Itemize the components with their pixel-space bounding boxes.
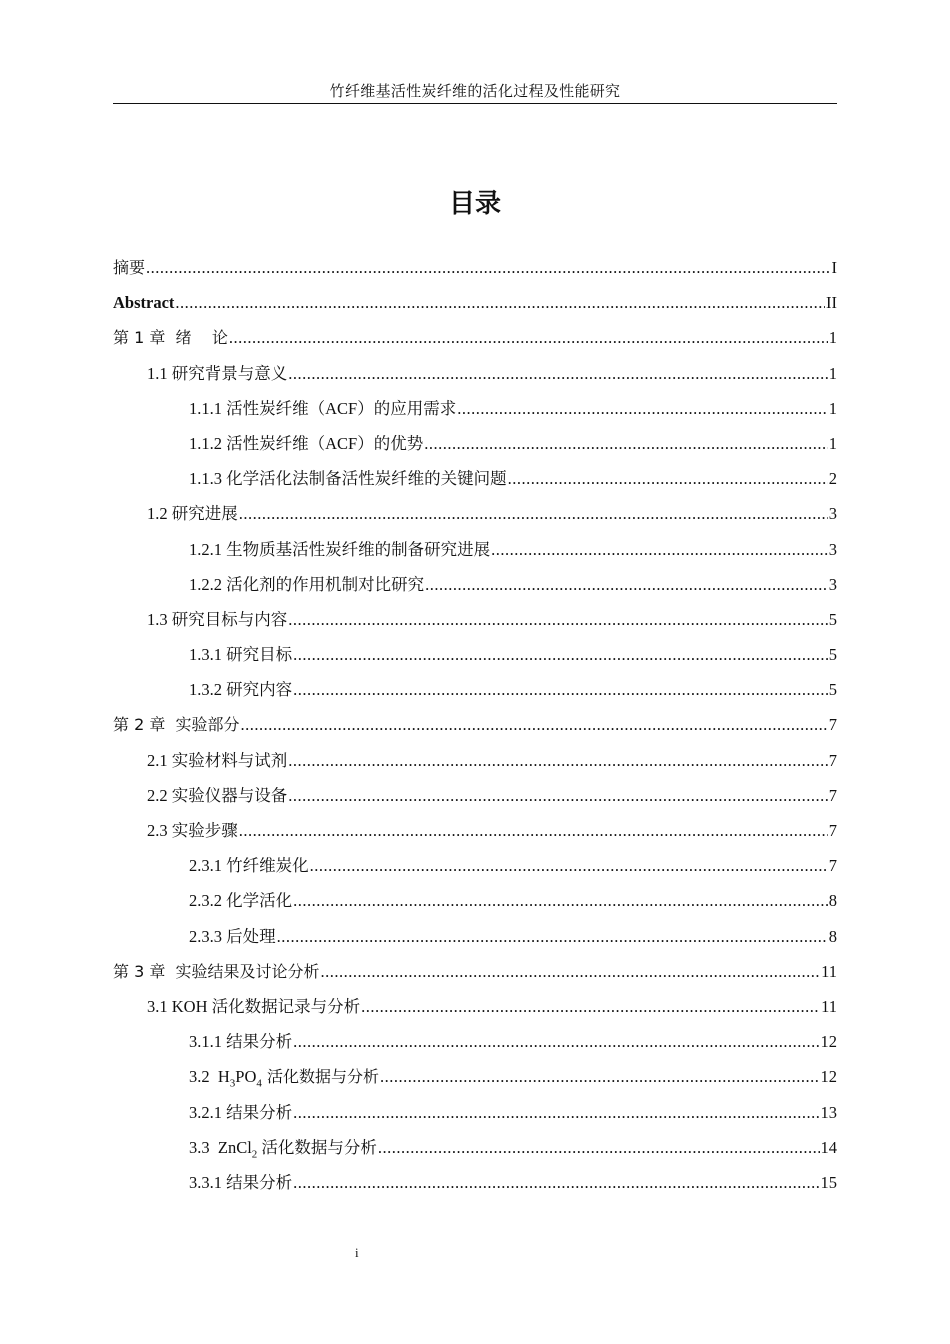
toc-entry[interactable] [113,637,837,672]
toc-entry[interactable] [113,672,837,707]
toc-entry-label: 1.3.1 研究目标 [189,645,293,665]
toc-entry[interactable] [113,391,837,426]
toc-entry[interactable] [113,602,837,637]
toc-entry-page: 7 [828,715,837,735]
toc-entry[interactable] [113,461,837,496]
toc-entry[interactable] [113,1165,837,1200]
toc-entry[interactable] [113,250,837,285]
toc-entry-page: 13 [820,1102,837,1122]
toc-entry-label: 3.2.1 结果分析 [189,1102,293,1122]
toc-entry-page: 1 [828,398,837,418]
toc-entry-page: 11 [821,961,837,981]
toc-title: 目录 [448,189,501,219]
toc-entry-page: 11 [821,996,837,1016]
toc-entry-page: 7 [828,856,837,876]
toc-leader-dots [293,672,828,707]
toc-entry-label: 摘要 [113,258,146,277]
toc-entry-page: 7 [828,785,837,805]
toc-entry[interactable] [113,1095,837,1130]
toc-leader-dots [175,285,825,320]
toc-entry-page: 12 [820,1067,837,1087]
toc-entry[interactable] [113,320,837,355]
toc-entry[interactable] [113,426,837,461]
toc-entry[interactable] [113,532,837,567]
toc-entry-page: 5 [828,680,837,700]
toc-entry-page: 3 [828,574,837,594]
toc-entry-page: 14 [820,1137,837,1157]
toc-entry[interactable] [113,883,837,918]
toc-entry-label [189,1130,377,1165]
toc-entry-label [189,1059,379,1094]
toc-entry-label: 第 2 章 实验部分 [113,715,240,735]
toc-entry-label: 1.3 研究目标与内容 [147,609,288,629]
toc-entry-label: 2.1 实验材料与试剂 [147,750,288,770]
toc-entry-page: 8 [828,926,837,946]
toc-leader-dots [288,356,828,391]
toc-entry[interactable] [113,778,837,813]
toc-leader-dots [239,813,828,848]
toc-entry-label: 1.2.2 活化剂的作用机制对比研究 [189,574,425,594]
toc-leader-dots [380,1059,820,1094]
toc-entry-page: 12 [820,1032,837,1052]
header-divider [113,103,837,104]
page-number: i [355,1245,359,1260]
toc-entry-page: 8 [828,891,837,911]
formula-mid: PO [235,1067,257,1087]
toc-entry-label: 3.3.1 结果分析 [189,1172,293,1192]
toc-leader-dots [457,391,828,426]
toc-leader-dots [293,1095,819,1130]
toc-entry-label: Abstract [113,293,175,313]
toc-entry-page: 1 [828,328,837,348]
toc-entry-page: 3 [828,504,837,524]
toc-leader-dots [424,426,828,461]
toc-entry-label: 2.3 实验步骤 [147,821,238,840]
toc-entry[interactable] [113,848,837,883]
toc-leader-dots [293,1165,819,1200]
running-header: 竹纤维基活性炭纤维的活化过程及性能研究 [329,84,621,100]
toc-entry[interactable] [113,813,837,848]
toc-entry-label: 2.3.2 化学活化 [189,891,293,911]
toc-entry[interactable] [113,954,837,989]
toc-entry[interactable] [113,1130,837,1165]
toc-entry-page: 5 [828,645,837,665]
toc-entry[interactable] [113,1059,837,1094]
toc-leader-dots [277,919,828,954]
toc-entry-label: 1.1 研究背景与意义 [147,363,288,383]
toc-leader-dots [229,320,828,355]
toc-entry-label: 2.3.3 后处理 [189,926,276,946]
toc-entry-label: 1.3.2 研究内容 [189,680,293,700]
toc-entry-label: 3.1 KOH 活化数据记录与分析 [147,996,361,1016]
toc-entry-page: 7 [828,750,837,770]
subscript: 4 [256,1077,262,1090]
toc-entry-label: 2.3.1 竹纤维炭化 [189,856,309,876]
formula-prefix: 3.2 H [189,1067,230,1087]
toc-leader-dots [425,567,828,602]
toc-entry-label: 1.1.3 化学活化法制备活性炭纤维的关键问题 [189,469,507,489]
toc-entry[interactable] [113,496,837,531]
toc-entry-page: 1 [828,363,837,383]
toc-entry[interactable] [113,285,837,320]
toc-leader-dots [293,637,828,672]
toc-entry-label: 3.1.1 结果分析 [189,1032,293,1052]
formula-suffix: 活化数据与分析 [261,1067,379,1087]
toc-entry-page: I [831,258,837,277]
toc-leader-dots [491,532,828,567]
toc-entry[interactable] [113,567,837,602]
toc-entry-label: 第 3 章 实验结果及讨论分析 [113,961,320,981]
toc-leader-dots [288,743,828,778]
toc-entry-page: 2 [828,469,837,489]
toc-leader-dots [321,954,821,989]
toc-leader-dots [293,883,828,918]
toc-entry-label: 第 1 章 绪 论 [113,328,228,348]
toc-leader-dots [146,250,830,285]
toc-entry[interactable] [113,707,837,742]
toc-leader-dots [239,496,828,531]
toc-entry-page: 15 [820,1172,837,1192]
toc-entry-label: 1.2 研究进展 [147,504,238,524]
formula-suffix: 活化数据与分析 [257,1137,377,1157]
toc-entry-label: 1.1.1 活性炭纤维（ACF）的应用需求 [189,398,457,418]
toc-entry[interactable] [113,743,837,778]
toc-entry[interactable] [113,356,837,391]
toc-entry[interactable] [113,919,837,954]
toc-entry-label: 1.1.2 活性炭纤维（ACF）的优势 [189,433,424,453]
toc-leader-dots [361,989,820,1024]
toc-entry[interactable] [113,1024,837,1059]
formula-prefix: 3.3 ZnCl [189,1137,252,1157]
toc-leader-dots [378,1130,820,1165]
subscript: 2 [251,1147,258,1160]
toc-entry-page: 3 [828,539,837,559]
toc-entry-page: 5 [828,609,837,629]
toc-entry-page: 1 [828,433,837,453]
toc-leader-dots [288,778,828,813]
table-of-contents [113,250,837,1200]
toc-leader-dots [310,848,828,883]
toc-entry-page: II [826,293,837,313]
toc-leader-dots [288,602,828,637]
toc-entry-label: 2.2 实验仪器与设备 [147,785,288,805]
toc-entry[interactable] [113,989,837,1024]
toc-leader-dots [293,1024,819,1059]
subscript: 3 [229,1077,236,1090]
toc-leader-dots [508,461,828,496]
toc-entry-page: 7 [828,821,837,840]
toc-entry-label: 1.2.1 生物质基活性炭纤维的制备研究进展 [189,539,491,559]
toc-leader-dots [241,707,828,742]
